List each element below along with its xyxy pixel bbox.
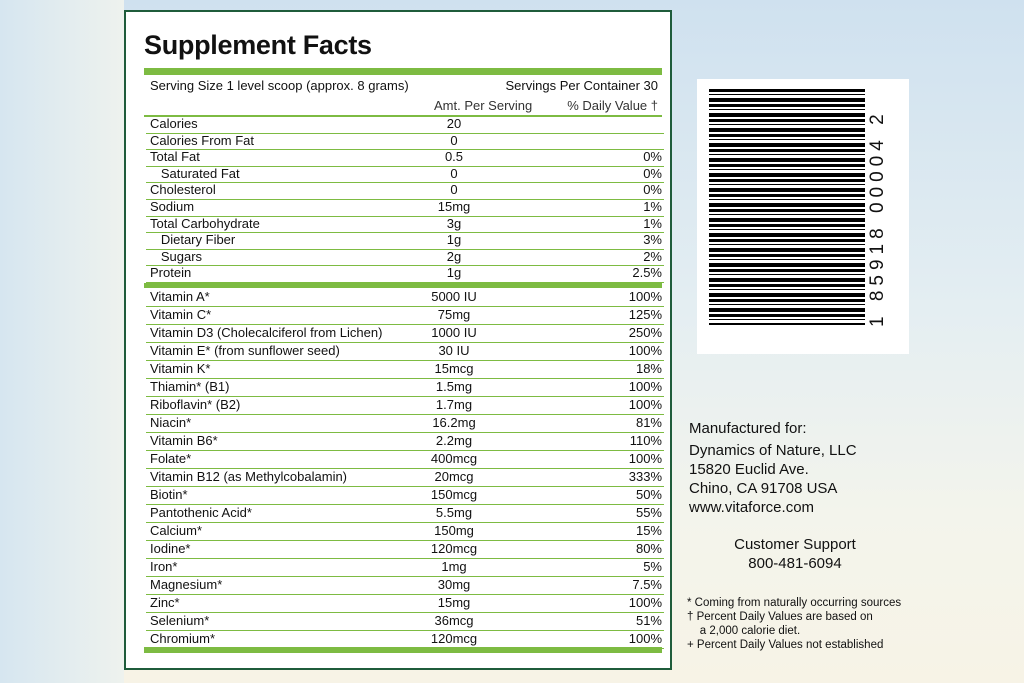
vitamin-row-amount: 400mcg [430, 451, 478, 466]
nutrition-row-dv: 0% [643, 165, 662, 181]
nutrition-row-amount: 1g [446, 232, 462, 248]
nutrition-row-dv: 0% [643, 149, 662, 165]
vitamin-row-amount: 150mg [434, 523, 474, 538]
vitamin-row-name: Calcium* [150, 523, 203, 538]
nutrition-row-name: Sugars [150, 248, 203, 264]
vitamin-row [146, 343, 664, 361]
vitamin-row-name: Biotin* [150, 487, 188, 502]
vitamin-row [146, 451, 664, 469]
nutrition-row-dv: 3% [643, 232, 662, 248]
vitamin-row-dv: 100% [628, 397, 662, 412]
nutrition-row [146, 233, 664, 250]
vitamin-row-name: Zinc* [150, 595, 180, 610]
manufacturer-street: 15820 Euclid Ave. [689, 461, 809, 478]
vitamin-row-dv: 81% [635, 415, 662, 430]
vitamin-row-amount: 1.5mg [435, 379, 473, 394]
vitamin-row-dv: 5% [643, 559, 662, 574]
vitamin-row-name: Niacin* [150, 415, 192, 430]
vitamin-row [146, 523, 664, 541]
vitamin-row-amount: 120mcg [430, 631, 478, 646]
vitamin-row-name: Vitamin C* [150, 307, 212, 322]
vitamin-row-name: Iron* [150, 559, 178, 574]
vitamin-row [146, 577, 664, 595]
nutrition-row-name: Protein [150, 265, 192, 281]
col-dv-header: % Daily Value † [567, 98, 658, 113]
nutrition-row-name: Saturated Fat [150, 165, 240, 181]
nutrition-row-name: Calories From Fat [150, 132, 255, 148]
nutrition-row-name: Sodium [150, 199, 195, 214]
nutrition-row-amount: 1g [446, 265, 462, 281]
vitamin-row [146, 469, 664, 487]
barcode-number: 1 85918 00004 2 [867, 109, 888, 327]
vitamin-row-name: Vitamin D3 (Cholecalciferol from Lichen) [150, 325, 383, 340]
servings-per-container: Servings Per Container 30 [505, 78, 658, 93]
manufacturer-website: www.vitaforce.com [689, 499, 815, 516]
vitamin-row-name: Vitamin B6* [150, 433, 218, 448]
vitamin-row [146, 487, 664, 505]
vitamin-row-dv: 80% [635, 541, 662, 556]
vitamin-row [146, 325, 664, 343]
barcode-bars [709, 89, 865, 325]
nutrition-row-dv: 2.5% [632, 265, 662, 281]
vitamin-row [146, 595, 664, 613]
vitamin-row-dv: 110% [629, 433, 662, 448]
manufacturer-company: Dynamics of Nature, LLC [689, 442, 857, 459]
background-left [0, 0, 124, 683]
vitamin-row-amount: 30 IU [438, 343, 470, 358]
vitamin-row [146, 307, 664, 325]
vitamin-row-dv: 15% [635, 523, 662, 538]
nutrition-row-amount: 2g [446, 248, 462, 264]
nutrition-row [146, 150, 664, 167]
vitamin-row [146, 289, 664, 307]
title-divider [144, 68, 662, 75]
vitamin-row-name: Vitamin E* (from sunflower seed) [150, 343, 340, 358]
vitamin-row-amount: 120mcg [430, 541, 478, 556]
vitamin-row [146, 559, 664, 577]
vitamin-row-name: Magnesium* [150, 577, 223, 592]
nutrition-row [146, 167, 664, 184]
nutrition-row-dv: 2% [643, 248, 662, 264]
vitamin-row-name: Iodine* [150, 541, 191, 556]
barcode [697, 79, 909, 354]
section-divider [144, 283, 662, 288]
vitamin-row-amount: 15mg [437, 595, 471, 610]
vitamin-row-amount: 16.2mg [432, 415, 476, 430]
vitamin-row-amount: 1000 IU [431, 325, 477, 340]
panel-title: Supplement Facts [144, 30, 372, 60]
serving-size: Serving Size 1 level scoop (approx. 8 grams) [150, 78, 409, 93]
vitamin-row-dv: 50% [635, 487, 662, 502]
vitamin-row-name: Vitamin K* [150, 361, 211, 376]
nutrition-row-name: Calories [150, 116, 198, 131]
vitamin-row-name: Chromium* [150, 631, 216, 646]
nutrition-row-amount: 0 [450, 182, 458, 198]
vitamin-row-amount: 20mcg [434, 469, 474, 484]
vitamin-row-amount: 30mg [437, 577, 471, 592]
nutrition-row [146, 117, 664, 134]
vitamin-row [146, 541, 664, 559]
footnote: + Percent Daily Values not established [687, 639, 884, 651]
footnote: * Coming from naturally occurring sources [687, 597, 902, 609]
nutrition-row-name: Total Fat [150, 149, 200, 165]
nutrition-row-amount: 0.5 [444, 149, 464, 165]
nutrition-row [146, 134, 664, 151]
nutrition-row-name: Total Carbohydrate [150, 215, 260, 231]
manufacturer-city: Chino, CA 91708 USA [689, 480, 838, 497]
vitamin-row-dv: 100% [628, 343, 662, 358]
vitamin-row-dv: 7.5% [632, 577, 662, 592]
vitamin-row [146, 505, 664, 523]
vitamin-row-dv: 100% [628, 289, 662, 304]
footnote: a 2,000 calorie diet. [687, 625, 801, 637]
supplement-facts-panel [124, 10, 672, 670]
vitamin-row-amount: 1mg [441, 559, 467, 574]
vitamin-row-amount: 1.7mg [435, 397, 473, 412]
nutrition-row-amount: 0 [450, 165, 458, 181]
vitamin-row-dv: 100% [628, 595, 662, 610]
vitamin-row-dv: 125% [628, 307, 662, 322]
vitamin-row-amount: 5.5mg [435, 505, 473, 520]
vitamin-row [146, 397, 664, 415]
vitamin-row-dv: 250% [628, 325, 662, 340]
vitamin-row-dv: 100% [628, 631, 662, 646]
nutrition-row-amount: 20 [446, 116, 462, 131]
nutrition-row-dv: 1% [643, 215, 662, 231]
vitamin-row-dv: 18% [635, 361, 662, 376]
vitamin-row-dv: 100% [628, 379, 662, 394]
nutrition-row-amount: 3g [446, 215, 462, 231]
vitamin-row-amount: 36mcg [434, 613, 474, 628]
nutrition-row-amount: 15mg [437, 199, 471, 214]
vitamin-row-dv: 100% [628, 451, 662, 466]
nutrition-row [146, 250, 664, 267]
vitamin-row [146, 613, 664, 631]
nutrition-row [146, 217, 664, 234]
vitamin-row-dv: 55% [635, 505, 662, 520]
vitamin-row-amount: 2.2mg [435, 433, 473, 448]
nutrition-row [146, 200, 664, 217]
vitamin-row-name: Thiamin* (B1) [150, 379, 230, 394]
vitamin-row-name: Vitamin A* [150, 289, 210, 304]
vitamin-row [146, 415, 664, 433]
nutrition-row-name: Dietary Fiber [150, 232, 236, 248]
vitamin-row-amount: 75mg [437, 307, 471, 322]
vitamin-row-amount: 150mcg [430, 487, 478, 502]
col-amount-header: Amt. Per Serving [434, 98, 533, 113]
nutrition-row-name: Cholesterol [150, 182, 216, 198]
footnote: † Percent Daily Values are based on [687, 611, 873, 623]
vitamin-row-amount: 5000 IU [431, 289, 477, 304]
nutrition-row-dv: 1% [643, 199, 662, 214]
vitamin-row-name: Pantothenic Acid* [150, 505, 252, 520]
customer-support-label: Customer Support [734, 536, 856, 553]
customer-support-phone: 800-481-6094 [748, 555, 842, 572]
nutrition-row [146, 266, 664, 283]
vitamin-row-dv: 51% [635, 613, 662, 628]
nutrition-row-amount: 0 [450, 132, 458, 148]
nutrition-row [146, 183, 664, 200]
vitamin-row-name: Folate* [150, 451, 192, 466]
vitamin-row-name: Vitamin B12 (as Methylcobalamin) [150, 469, 348, 484]
vitamin-row-name: Selenium* [150, 613, 210, 628]
vitamin-row-dv: 333% [628, 469, 662, 484]
vitamin-row-name: Riboflavin* (B2) [150, 397, 241, 412]
manufactured-for-label: Manufactured for: [689, 420, 807, 437]
vitamin-row [146, 379, 664, 397]
vitamin-row-amount: 15mcg [434, 361, 474, 376]
vitamin-row [146, 433, 664, 451]
vitamin-row [146, 361, 664, 379]
bottom-divider [144, 647, 662, 653]
nutrition-row-dv: 0% [643, 182, 662, 198]
